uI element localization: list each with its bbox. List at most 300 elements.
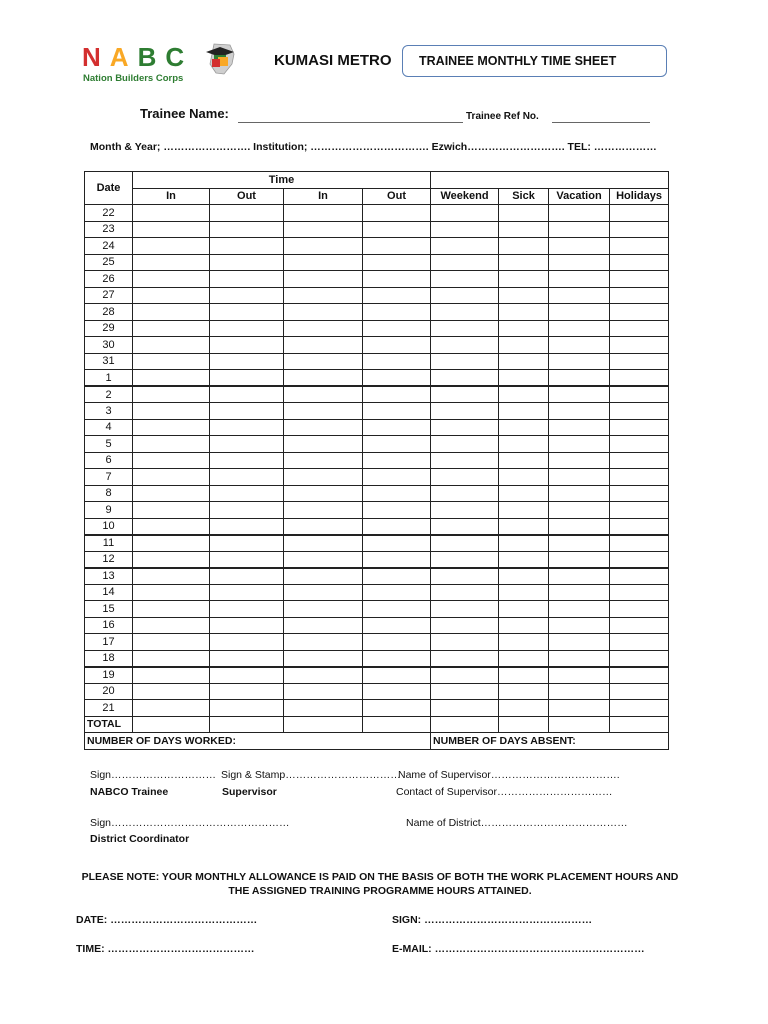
entry-cell[interactable] — [284, 271, 363, 288]
entry-cell[interactable] — [133, 320, 210, 337]
entry-cell[interactable] — [431, 452, 499, 469]
entry-cell[interactable] — [363, 568, 431, 585]
entry-cell[interactable] — [431, 683, 499, 700]
entry-cell[interactable] — [431, 667, 499, 684]
entry-cell[interactable] — [284, 601, 363, 618]
entry-cell[interactable] — [284, 535, 363, 552]
entry-cell[interactable] — [549, 502, 610, 519]
date-cell: 9 — [85, 502, 133, 519]
entry-cell[interactable] — [284, 419, 363, 436]
absence-header-blank — [431, 172, 669, 189]
date-cell: 29 — [85, 320, 133, 337]
total-cell[interactable] — [431, 716, 499, 733]
entry-cell[interactable] — [284, 205, 363, 222]
entry-cell[interactable] — [210, 667, 284, 684]
entry-cell[interactable] — [210, 469, 284, 486]
table-row — [85, 353, 669, 370]
entry-cell[interactable] — [549, 386, 610, 403]
entry-cell[interactable] — [549, 568, 610, 585]
entry-cell[interactable] — [133, 419, 210, 436]
entry-cell[interactable] — [284, 518, 363, 535]
entry-cell[interactable] — [610, 667, 669, 684]
table-row — [85, 238, 669, 255]
entry-cell[interactable] — [133, 518, 210, 535]
entry-cell[interactable] — [431, 700, 499, 717]
entry-cell[interactable] — [284, 386, 363, 403]
entry-cell[interactable] — [499, 584, 549, 601]
entry-cell[interactable] — [431, 469, 499, 486]
entry-cell[interactable] — [210, 304, 284, 321]
entry-cell[interactable] — [431, 634, 499, 651]
entry-cell[interactable] — [499, 634, 549, 651]
entry-cell[interactable] — [210, 386, 284, 403]
entry-cell[interactable] — [549, 337, 610, 354]
entry-cell[interactable] — [431, 568, 499, 585]
entry-cell[interactable] — [431, 287, 499, 304]
total-cell[interactable] — [610, 716, 669, 733]
entry-cell[interactable] — [210, 502, 284, 519]
entry-cell[interactable] — [363, 320, 431, 337]
entry-cell[interactable] — [610, 403, 669, 420]
total-cell[interactable] — [284, 716, 363, 733]
entry-cell[interactable] — [549, 370, 610, 387]
entry-cell[interactable] — [210, 568, 284, 585]
entry-cell[interactable] — [210, 254, 284, 271]
entry-cell[interactable] — [431, 254, 499, 271]
entry-cell[interactable] — [133, 238, 210, 255]
date-cell: 3 — [85, 403, 133, 420]
entry-cell[interactable] — [431, 436, 499, 453]
entry-cell[interactable] — [284, 221, 363, 238]
entry-cell[interactable] — [133, 584, 210, 601]
trainee-name-field[interactable] — [238, 122, 463, 123]
supervisor-role-label: Supervisor — [222, 786, 277, 798]
entry-cell[interactable] — [499, 485, 549, 502]
entry-cell[interactable] — [133, 452, 210, 469]
entry-cell[interactable] — [284, 485, 363, 502]
trainee-ref-label: Trainee Ref No. — [466, 111, 539, 122]
entry-cell[interactable] — [610, 205, 669, 222]
entry-cell[interactable] — [610, 221, 669, 238]
trainee-ref-field[interactable] — [552, 122, 650, 123]
entry-cell[interactable] — [133, 287, 210, 304]
entry-cell[interactable] — [363, 584, 431, 601]
total-cell[interactable] — [549, 716, 610, 733]
entry-cell[interactable] — [549, 452, 610, 469]
entry-cell[interactable] — [210, 370, 284, 387]
total-label: TOTAL — [85, 716, 133, 733]
email-field: E-MAIL: …………………………………………………… — [392, 943, 645, 955]
entry-cell[interactable] — [610, 287, 669, 304]
entry-cell[interactable] — [284, 403, 363, 420]
entry-cell[interactable] — [284, 353, 363, 370]
entry-cell[interactable] — [549, 469, 610, 486]
column-header: Vacation — [549, 188, 610, 205]
entry-cell[interactable] — [284, 568, 363, 585]
month-institution-row: Month & Year; ……………………. Institution; ……………………………. Ezwich………………………. TEL: ……………… — [90, 141, 657, 153]
entry-cell[interactable] — [210, 452, 284, 469]
entry-cell[interactable] — [499, 403, 549, 420]
entry-cell[interactable] — [133, 370, 210, 387]
entry-cell[interactable] — [133, 469, 210, 486]
entry-cell[interactable] — [363, 617, 431, 634]
total-cell[interactable] — [210, 716, 284, 733]
column-header: Out — [210, 188, 284, 205]
entry-cell[interactable] — [133, 353, 210, 370]
entry-cell[interactable] — [284, 634, 363, 651]
entry-cell[interactable] — [431, 403, 499, 420]
table-row — [85, 205, 669, 222]
entry-cell[interactable] — [210, 221, 284, 238]
entry-cell[interactable] — [610, 584, 669, 601]
entry-cell[interactable] — [499, 386, 549, 403]
table-row — [85, 370, 669, 387]
entry-cell[interactable] — [610, 419, 669, 436]
entry-cell[interactable] — [210, 238, 284, 255]
entry-cell[interactable] — [363, 634, 431, 651]
entry-cell[interactable] — [549, 320, 610, 337]
entry-cell[interactable] — [499, 271, 549, 288]
entry-cell[interactable] — [284, 436, 363, 453]
entry-cell[interactable] — [133, 221, 210, 238]
entry-cell[interactable] — [499, 436, 549, 453]
entry-cell[interactable] — [133, 304, 210, 321]
entry-cell[interactable] — [210, 337, 284, 354]
entry-cell[interactable] — [363, 205, 431, 222]
entry-cell[interactable] — [133, 634, 210, 651]
entry-cell[interactable] — [549, 419, 610, 436]
entry-cell[interactable] — [610, 551, 669, 568]
entry-cell[interactable] — [210, 419, 284, 436]
entry-cell[interactable] — [133, 271, 210, 288]
entry-cell[interactable] — [610, 304, 669, 321]
entry-cell[interactable] — [610, 683, 669, 700]
entry-cell[interactable] — [610, 469, 669, 486]
entry-cell[interactable] — [499, 601, 549, 618]
date-cell: 4 — [85, 419, 133, 436]
coordinator-role-label: District Coordinator — [90, 833, 190, 845]
entry-cell[interactable] — [610, 485, 669, 502]
time-field: TIME: …………………………………… — [76, 943, 255, 955]
entry-cell[interactable] — [284, 650, 363, 667]
entry-cell[interactable] — [284, 452, 363, 469]
entry-cell[interactable] — [549, 518, 610, 535]
table-row — [85, 502, 669, 519]
entry-cell[interactable] — [133, 436, 210, 453]
entry-cell[interactable] — [549, 485, 610, 502]
entry-cell[interactable] — [284, 287, 363, 304]
sign-field: SIGN: ………………………………………… — [392, 914, 593, 926]
entry-cell[interactable] — [549, 238, 610, 255]
entry-cell[interactable] — [210, 320, 284, 337]
entry-cell[interactable] — [363, 238, 431, 255]
entry-cell[interactable] — [610, 634, 669, 651]
entry-cell[interactable] — [499, 683, 549, 700]
entry-cell[interactable] — [549, 700, 610, 717]
entry-cell[interactable] — [431, 535, 499, 552]
entry-cell[interactable] — [133, 568, 210, 585]
entry-cell[interactable] — [133, 650, 210, 667]
entry-cell[interactable] — [549, 617, 610, 634]
entry-cell[interactable] — [499, 535, 549, 552]
total-cell[interactable] — [363, 716, 431, 733]
entry-cell[interactable] — [133, 205, 210, 222]
table-row — [85, 667, 669, 684]
entry-cell[interactable] — [499, 469, 549, 486]
entry-cell[interactable] — [133, 535, 210, 552]
entry-cell[interactable] — [549, 403, 610, 420]
date-cell: 30 — [85, 337, 133, 354]
entry-cell[interactable] — [284, 370, 363, 387]
entry-cell[interactable] — [549, 601, 610, 618]
entry-cell[interactable] — [610, 601, 669, 618]
entry-cell[interactable] — [549, 254, 610, 271]
entry-cell[interactable] — [610, 568, 669, 585]
entry-cell[interactable] — [210, 700, 284, 717]
entry-cell[interactable] — [431, 304, 499, 321]
entry-cell[interactable] — [133, 617, 210, 634]
entry-cell[interactable] — [210, 551, 284, 568]
entry-cell[interactable] — [499, 238, 549, 255]
entry-cell[interactable] — [549, 551, 610, 568]
entry-cell[interactable] — [431, 271, 499, 288]
entry-cell[interactable] — [363, 419, 431, 436]
entry-cell[interactable] — [133, 683, 210, 700]
entry-cell[interactable] — [363, 254, 431, 271]
entry-cell[interactable] — [363, 403, 431, 420]
entry-cell[interactable] — [284, 683, 363, 700]
entry-cell[interactable] — [610, 436, 669, 453]
entry-cell[interactable] — [363, 700, 431, 717]
entry-cell[interactable] — [499, 287, 549, 304]
entry-cell[interactable] — [431, 238, 499, 255]
entry-cell[interactable] — [499, 518, 549, 535]
date-cell: 1 — [85, 370, 133, 387]
column-header: Holidays — [610, 188, 669, 205]
entry-cell[interactable] — [431, 518, 499, 535]
entry-cell[interactable] — [284, 584, 363, 601]
entry-cell[interactable] — [499, 551, 549, 568]
entry-cell[interactable] — [210, 353, 284, 370]
date-cell: 14 — [85, 584, 133, 601]
entry-cell[interactable] — [431, 650, 499, 667]
total-row — [85, 716, 669, 733]
entry-cell[interactable] — [499, 617, 549, 634]
entry-cell[interactable] — [431, 337, 499, 354]
entry-cell[interactable] — [284, 254, 363, 271]
entry-cell[interactable] — [549, 683, 610, 700]
entry-cell[interactable] — [549, 304, 610, 321]
entry-cell[interactable] — [431, 584, 499, 601]
entry-cell[interactable] — [284, 238, 363, 255]
entry-cell[interactable] — [210, 403, 284, 420]
entry-cell[interactable] — [363, 436, 431, 453]
entry-cell[interactable] — [133, 386, 210, 403]
trainee-role-label: NABCO Trainee — [90, 786, 169, 798]
total-cell[interactable] — [133, 716, 210, 733]
entry-cell[interactable] — [210, 683, 284, 700]
entry-cell[interactable] — [133, 485, 210, 502]
entry-cell[interactable] — [549, 205, 610, 222]
entry-cell[interactable] — [610, 370, 669, 387]
entry-cell[interactable] — [210, 485, 284, 502]
entry-cell[interactable] — [499, 667, 549, 684]
entry-cell[interactable] — [549, 271, 610, 288]
entry-cell[interactable] — [610, 353, 669, 370]
entry-cell[interactable] — [284, 551, 363, 568]
entry-cell[interactable] — [431, 205, 499, 222]
date-field: DATE: …………………………………… — [76, 914, 258, 926]
ghana-map-cap-icon — [200, 42, 240, 76]
entry-cell[interactable] — [363, 551, 431, 568]
entry-cell[interactable] — [363, 535, 431, 552]
entry-cell[interactable] — [133, 403, 210, 420]
entry-cell[interactable] — [610, 254, 669, 271]
entry-cell[interactable] — [610, 238, 669, 255]
entry-cell[interactable] — [499, 452, 549, 469]
note-line-2: THE ASSIGNED TRAINING PROGRAMME HOURS ATTAINED. — [228, 885, 532, 897]
entry-cell[interactable] — [499, 650, 549, 667]
entry-cell[interactable] — [431, 386, 499, 403]
entry-cell[interactable] — [610, 518, 669, 535]
entry-cell[interactable] — [363, 271, 431, 288]
entry-cell[interactable] — [499, 370, 549, 387]
entry-cell[interactable] — [363, 601, 431, 618]
entry-cell[interactable] — [133, 254, 210, 271]
entry-cell[interactable] — [610, 502, 669, 519]
entry-cell[interactable] — [210, 271, 284, 288]
table-row — [85, 386, 669, 403]
entry-cell[interactable] — [210, 584, 284, 601]
entry-cell[interactable] — [610, 386, 669, 403]
entry-cell[interactable] — [431, 419, 499, 436]
entry-cell[interactable] — [363, 452, 431, 469]
entry-cell[interactable] — [431, 502, 499, 519]
entry-cell[interactable] — [549, 667, 610, 684]
entry-cell[interactable] — [499, 304, 549, 321]
entry-cell[interactable] — [133, 337, 210, 354]
entry-cell[interactable] — [363, 370, 431, 387]
entry-cell[interactable] — [549, 287, 610, 304]
total-cell[interactable] — [499, 716, 549, 733]
entry-cell[interactable] — [133, 551, 210, 568]
entry-cell[interactable] — [363, 650, 431, 667]
entry-cell[interactable] — [363, 502, 431, 519]
entry-cell[interactable] — [210, 205, 284, 222]
entry-cell[interactable] — [610, 320, 669, 337]
logo-letters — [82, 42, 193, 73]
entry-cell[interactable] — [363, 304, 431, 321]
entry-cell[interactable] — [499, 353, 549, 370]
entry-cell[interactable] — [431, 551, 499, 568]
entry-cell[interactable] — [549, 584, 610, 601]
entry-cell[interactable] — [363, 353, 431, 370]
logo-letter-a: A — [109, 42, 138, 72]
entry-cell[interactable] — [549, 535, 610, 552]
entry-cell[interactable] — [363, 469, 431, 486]
entry-cell[interactable] — [284, 617, 363, 634]
entry-cell[interactable] — [499, 700, 549, 717]
entry-cell[interactable] — [499, 502, 549, 519]
entry-cell[interactable] — [284, 304, 363, 321]
entry-cell[interactable] — [284, 700, 363, 717]
table-row — [85, 518, 669, 535]
entry-cell[interactable] — [284, 337, 363, 354]
entry-cell[interactable] — [431, 485, 499, 502]
entry-cell[interactable] — [431, 601, 499, 618]
entry-cell[interactable] — [499, 205, 549, 222]
entry-cell[interactable] — [210, 601, 284, 618]
entry-cell[interactable] — [363, 485, 431, 502]
entry-cell[interactable] — [363, 386, 431, 403]
entry-cell[interactable] — [431, 320, 499, 337]
entry-cell[interactable] — [210, 287, 284, 304]
entry-cell[interactable] — [549, 221, 610, 238]
entry-cell[interactable] — [210, 650, 284, 667]
date-cell: 27 — [85, 287, 133, 304]
entry-cell[interactable] — [499, 568, 549, 585]
entry-cell[interactable] — [210, 617, 284, 634]
entry-cell[interactable] — [284, 502, 363, 519]
entry-cell[interactable] — [499, 419, 549, 436]
entry-cell[interactable] — [210, 634, 284, 651]
entry-cell[interactable] — [431, 353, 499, 370]
entry-cell[interactable] — [363, 221, 431, 238]
coordinator-sign-line: Sign…………………………………………… — [90, 817, 290, 829]
entry-cell[interactable] — [610, 337, 669, 354]
entry-cell[interactable] — [133, 667, 210, 684]
entry-cell[interactable] — [499, 254, 549, 271]
entry-cell[interactable] — [499, 337, 549, 354]
entry-cell[interactable] — [133, 601, 210, 618]
entry-cell[interactable] — [549, 634, 610, 651]
date-cell: 15 — [85, 601, 133, 618]
entry-cell[interactable] — [549, 650, 610, 667]
entry-cell[interactable] — [133, 700, 210, 717]
table-row — [85, 452, 669, 469]
entry-cell[interactable] — [610, 650, 669, 667]
entry-cell[interactable] — [610, 700, 669, 717]
entry-cell[interactable] — [363, 337, 431, 354]
entry-cell[interactable] — [363, 287, 431, 304]
entry-cell[interactable] — [284, 320, 363, 337]
table-row — [85, 337, 669, 354]
entry-cell[interactable] — [499, 320, 549, 337]
entry-cell[interactable] — [363, 667, 431, 684]
entry-cell[interactable] — [210, 518, 284, 535]
entry-cell[interactable] — [431, 617, 499, 634]
entry-cell[interactable] — [133, 502, 210, 519]
entry-cell[interactable] — [610, 535, 669, 552]
entry-cell[interactable] — [284, 667, 363, 684]
entry-cell[interactable] — [431, 221, 499, 238]
entry-cell[interactable] — [284, 469, 363, 486]
entry-cell[interactable] — [363, 683, 431, 700]
entry-cell[interactable] — [549, 353, 610, 370]
entry-cell[interactable] — [610, 617, 669, 634]
entry-cell[interactable] — [431, 370, 499, 387]
entry-cell[interactable] — [610, 271, 669, 288]
table-header-row-2 — [85, 188, 669, 205]
entry-cell[interactable] — [363, 518, 431, 535]
entry-cell[interactable] — [499, 221, 549, 238]
date-cell: 11 — [85, 535, 133, 552]
entry-cell[interactable] — [210, 535, 284, 552]
entry-cell[interactable] — [210, 436, 284, 453]
supervisor-contact-line: Contact of Supervisor…………………………… — [396, 786, 613, 798]
entry-cell[interactable] — [549, 436, 610, 453]
entry-cell[interactable] — [610, 452, 669, 469]
